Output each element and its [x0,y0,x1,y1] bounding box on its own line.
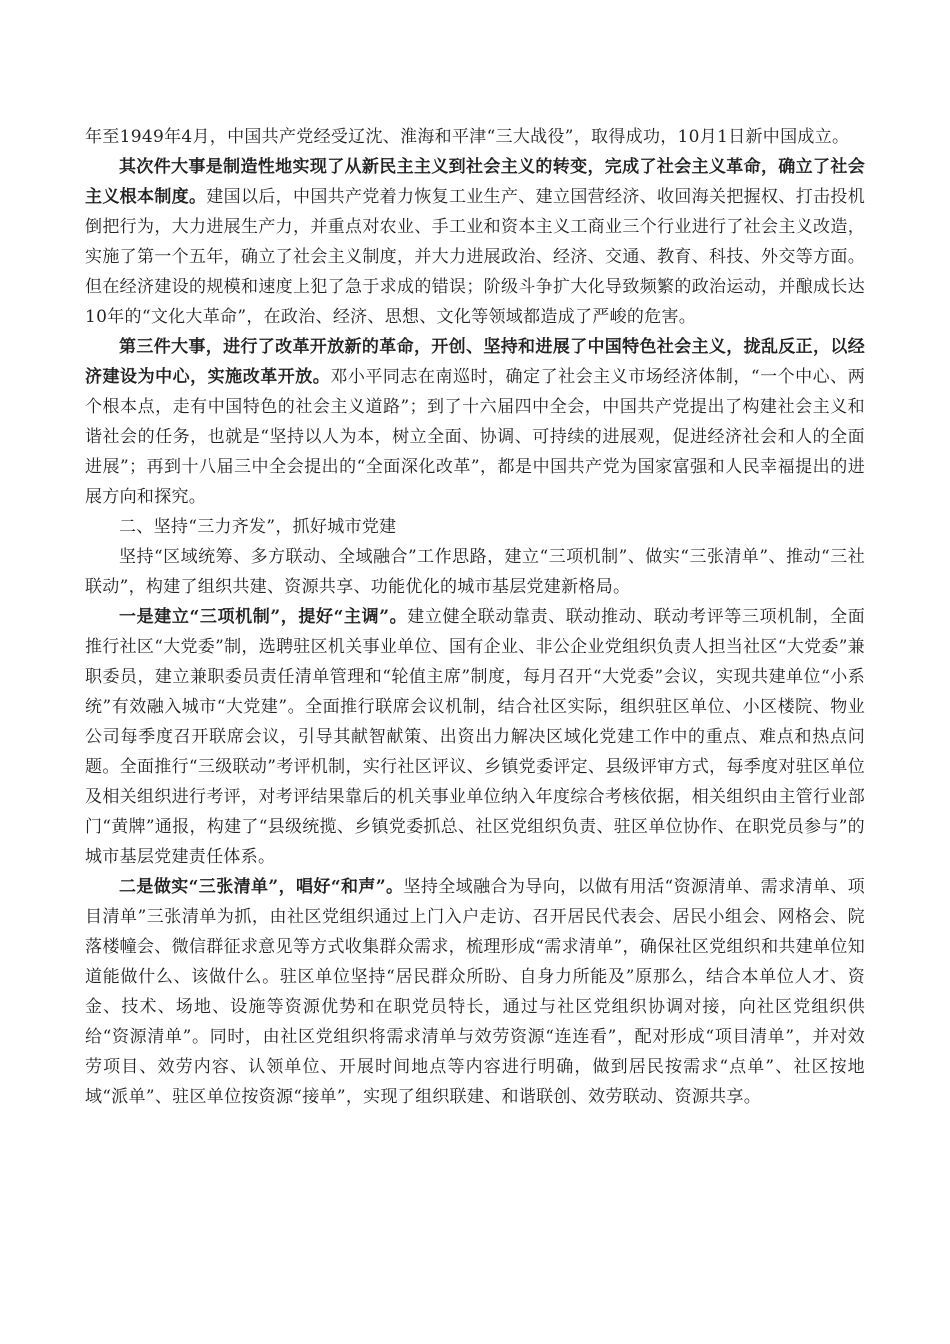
paragraph-three-mechanisms [85,602,865,872]
paragraph-lead-bold: 一是建立“三项机制”，提好“主调”。 [119,607,408,627]
section-heading-text: 二、坚持“三力齐发”，抓好城市党建 [119,517,397,537]
paragraph-section-intro [85,542,865,602]
section-heading [85,512,865,542]
paragraph-text: 坚持“区域统筹、多方联动、全域融合”工作思路，建立“三项机制”、做实“三张清单”、推动“三社联动”，构建了组织共建、资源共享、功能优化的城市基层党建新格局。 [85,547,865,597]
paragraph-text: 坚持全域融合为导向，以做有用活“资源清单、需求清单、项目清单”三张清单为抓，由社区党组织通过上门入户走访、召开居民代表会、居民小组会、网格会、院落楼幢会、微信群征求意见等方式收集群众需求，梳理形成“需求清单”，确保社区党组织和共建单位知道能做什么、该做什么。驻区单位坚持“居民群众所盼、自身力所能及”原那么，结合本单位人才、资金、技术、场地、设施等资源优势和在职党员特长，通过与社区党组织协调对接，向社区党组织供给“资源清单”。同时，由社区党组织将需求清单与效劳资源“连连看”，配对形成“项目清单”，并对效劳项目、效劳内容、认领单位、开展时间地点等内容进行明确，做到居民按需求“点单”、社区按地域“派单”、驻区单位按资源“接单”，实现了组织联建、和谐联创、效劳联动、资源共享。 [85,877,865,1107]
paragraph-reform-opening [85,332,865,512]
paragraph-lead-bold: 二是做实“三张清单”，唱好“和声”。 [119,877,404,897]
paragraph-text: 建国以后，中国共产党着力恢复工业生产、建立国营经济、收回海关把握权、打击投机倒把行为，大力进展生产力，并重点对农业、手工业和资本主义工商业三个行业进行了社会主义改造，实施了第一个五年，确立了社会主义制度，并大力进展政治、经济、交通、教育、科技、外交等方面。但在经济建设的规模和速度上犯了急于求成的错误；阶级斗争扩大化导致频繁的政治运动，并酿成长达10年的“文化大革命”，在政治、经济、思想、文化等领域都造成了严峻的危害。 [85,187,865,327]
paragraph-lead-bold: 其次件大事是制造性地实现了从新民主主义到社会主义的转变，完成了社会主义革命，确立了社会主义根本制度。 [85,157,865,207]
paragraph-text: 建立健全联动靠责、联动推动、联动考评等三项机制，全面推行社区“大党委”制，选聘驻区机关事业单位、国有企业、非公企业党组织负责人担当社区“大党委”兼职委员，建立兼职委员责任清单管理和“轮值主席”制度，每月召开“大党委”会议，实现共建单位“小系统”有效融入城市“大党建”。全面推行联席会议机制，结合社区实际，组织驻区单位、小区楼院、物业公司每季度召开联席会议，引导其献智献策、出资出力解决区域化党建工作中的重点、难点和热点问题。全面推行“三级联动”考评机制，实行社区评议、乡镇党委评定、县级评审方式，每季度对驻区单位及相关组织进行考评，对考评结果靠后的机关事业单位纳入年度综合考核依据，相关组织由主管行业部门“黄牌”通报，构建了“县级统揽、乡镇党委抓总、社区党组织负责、驻区单位协作、在职党员参与”的城市基层党建责任体系。 [85,607,865,867]
paragraph-lead-bold: 第三件大事，进行了改革开放新的革命，开创、坚持和进展了中国特色社会主义，拢乱反正，以经济建设为中心，实施改革开放。 [85,337,865,387]
document-body [85,122,865,1112]
paragraph-text: 邓小平同志在南巡时，确定了社会主义市场经济体制，“一个中心、两个根本点，走有中国特色的社会主义道路”；到了十六届四中全会，中国共产党提出了构建社会主义和谐社会的任务，也就是“坚持以人为本，树立全面、协调、可持续的进展观，促进经济社会和人的全面进展”；再到十八届三中全会提出的“全面深化改革”，都是中国共产党为国家富强和人民幸福提出的进展方向和探究。 [85,367,865,507]
paragraph-text: 年至1949年4月，中国共产党经受辽沈、淮海和平津“三大战役”，取得成功，10月1日新中国成立。 [85,127,850,147]
paragraph-socialist-transformation [85,152,865,332]
paragraph-three-lists [85,872,865,1112]
paragraph-liberation-war-end [85,122,865,152]
